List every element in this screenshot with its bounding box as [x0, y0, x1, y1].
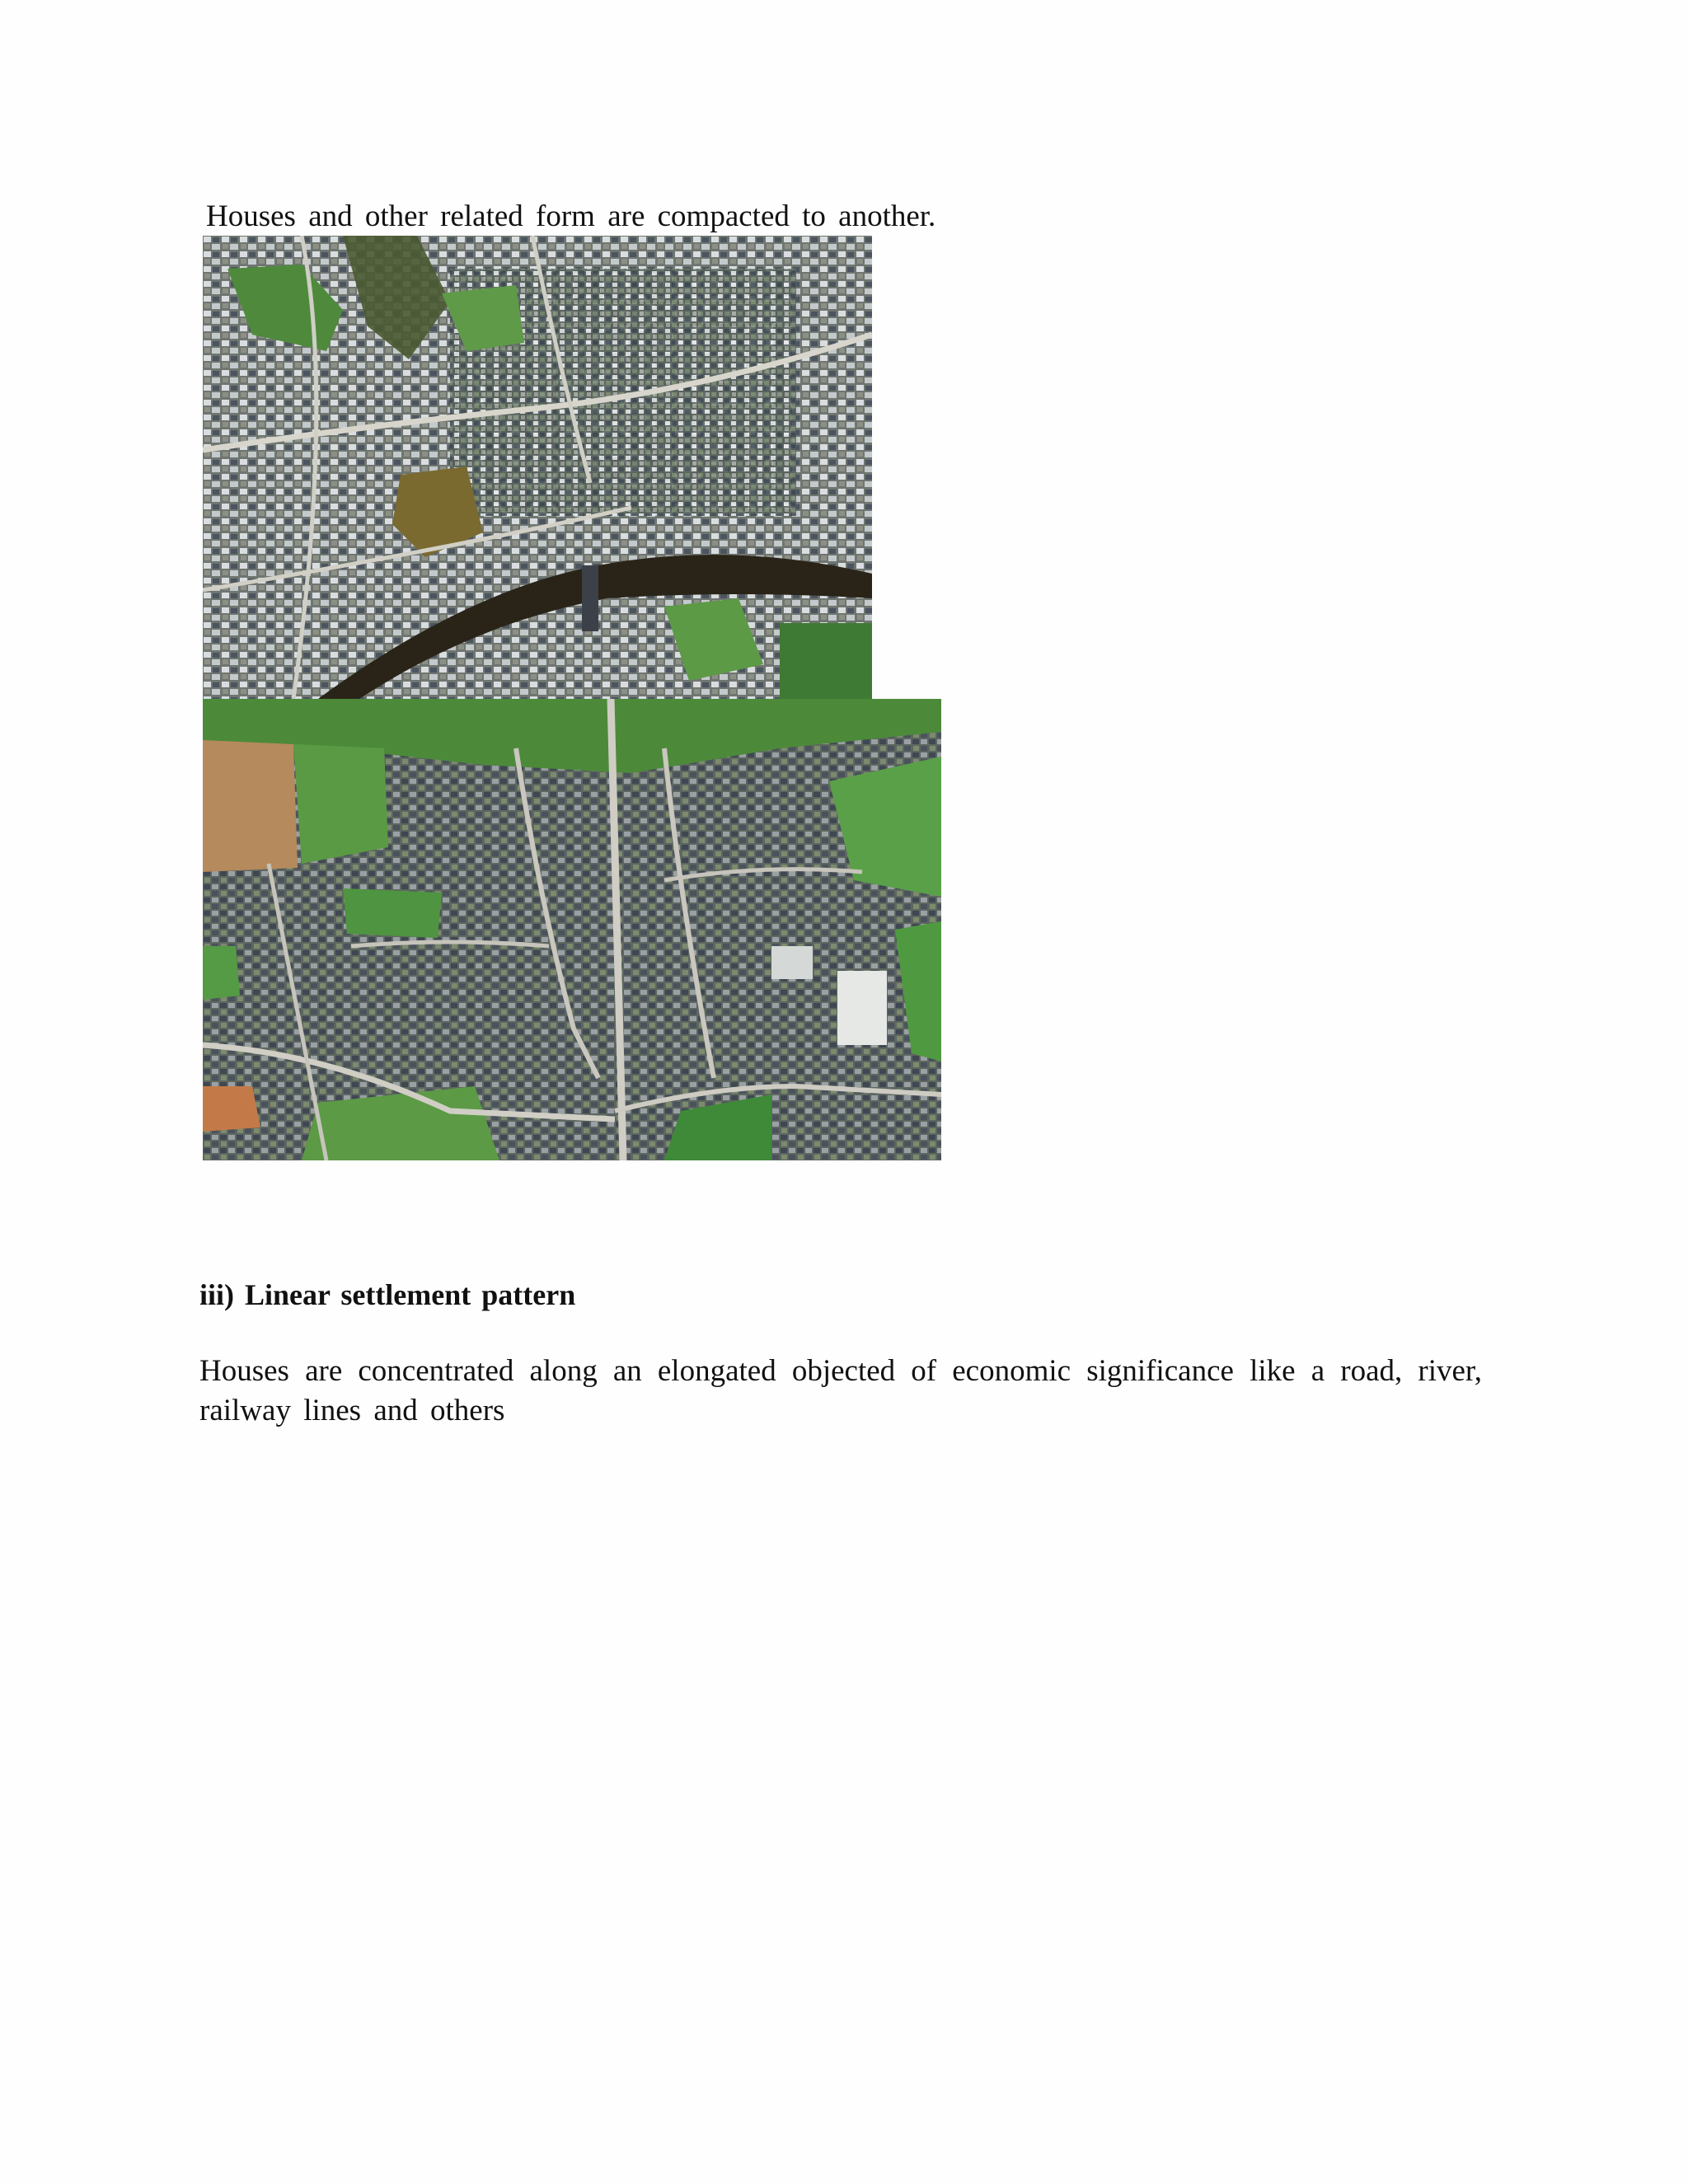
linear-settlement-description: Houses are concentrated along an elongated objected of economic significance like a road, river, railway lines and others — [199, 1354, 1482, 1427]
aerial-photo-compact-town — [203, 236, 872, 699]
linear-settlement-heading: iii) Linear settlement pattern — [199, 1278, 576, 1311]
aerial-photo-compact-village-image — [203, 699, 941, 1160]
compact-settlement-caption: Houses and other related form are compacted to another. — [206, 199, 936, 233]
aerial-photo-compact-village — [203, 699, 941, 1160]
aerial-photo-compact-town-image — [203, 236, 872, 699]
